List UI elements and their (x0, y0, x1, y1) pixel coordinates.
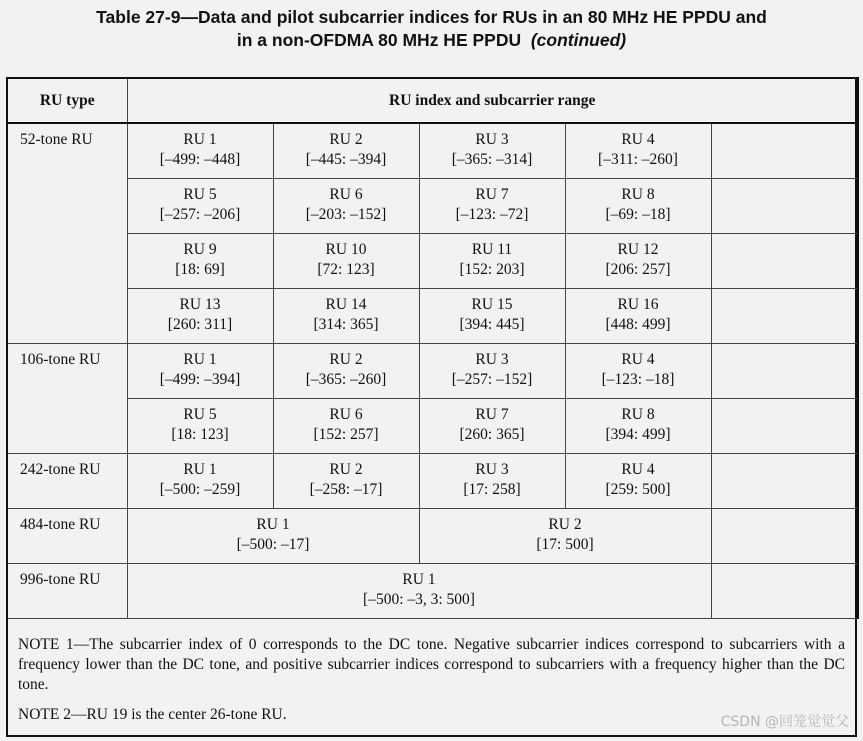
ru-range: [394: 445] (459, 315, 525, 333)
ru-name: RU 2 (329, 350, 363, 368)
table-row (7, 508, 858, 563)
header-ru-index: RU index and subcarrier range (127, 78, 858, 123)
ru-cell (127, 178, 273, 233)
empty-cell (711, 343, 858, 398)
ru-name: RU 2 (548, 515, 582, 533)
ru-name: RU 8 (621, 185, 655, 203)
caption-line-2-text: in a non-OFDMA 80 MHz HE PPDU (236, 30, 522, 50)
ru-type-cell: 996-tone RU (7, 563, 127, 618)
ru-cell (127, 123, 273, 178)
ru-range: [72: 123] (317, 260, 375, 278)
ru-range: [–123: –72] (455, 205, 529, 223)
header-row (7, 78, 858, 123)
ru-cell (419, 453, 565, 508)
table-row (7, 453, 858, 508)
ru-name: RU 1 (256, 515, 290, 533)
ru-cell (565, 233, 711, 288)
ru-cell (127, 343, 273, 398)
table-row (7, 123, 858, 178)
ru-name: RU 14 (325, 295, 367, 313)
ru-cell (419, 178, 565, 233)
table-row (7, 233, 858, 288)
ru-range: [314: 365] (313, 315, 379, 333)
ru-name: RU 1 (183, 460, 217, 478)
ru-range: [152: 257] (313, 425, 379, 443)
ru-name: RU 13 (179, 295, 221, 313)
ru-name: RU 15 (471, 295, 513, 313)
empty-cell (711, 233, 858, 288)
ru-range: [17: 500] (536, 535, 594, 553)
ru-cell (127, 453, 273, 508)
ru-cell (127, 288, 273, 343)
ru-name: RU 1 (183, 131, 217, 148)
ru-range: [18: 123] (171, 425, 229, 443)
ru-cell (565, 288, 711, 343)
table-row (7, 398, 858, 453)
ru-range: [448: 499] (605, 315, 671, 333)
ru-type-cell: 52-tone RU (7, 123, 127, 343)
ru-cell (565, 453, 711, 508)
ru-cell (273, 343, 419, 398)
ru-cell (419, 123, 565, 178)
table-row (7, 563, 858, 618)
ru-range: [17: 258] (463, 480, 521, 498)
ru-cell (565, 123, 711, 178)
caption-line-1: Table 27-9—Data and pilot subcarrier indices for RUs in an 80 MHz HE PPDU and (96, 7, 767, 27)
ru-cell (419, 288, 565, 343)
ru-name: RU 1 (402, 570, 436, 588)
empty-cell (711, 508, 858, 563)
ru-name: RU 3 (475, 350, 509, 368)
caption-line-2 (0, 29, 863, 52)
ru-range: [–445: –394] (305, 151, 387, 168)
ru-name: RU 10 (325, 240, 367, 258)
ru-cell (127, 508, 419, 563)
ru-cell (127, 563, 711, 618)
ru-name: RU 5 (183, 185, 217, 203)
ru-cell (127, 233, 273, 288)
watermark: CSDN @回笼觉觉父 (720, 714, 849, 730)
table-row (7, 288, 858, 343)
ru-range: [259: 500] (605, 480, 671, 498)
ru-range: [–500: –17] (236, 535, 310, 553)
ru-range: [–257: –206] (159, 205, 241, 223)
ru-range: [–499: –394] (159, 370, 241, 388)
ru-name: RU 4 (621, 350, 655, 368)
empty-cell (711, 288, 858, 343)
ru-type-cell: 484-tone RU (7, 508, 127, 563)
ru-range: [–365: –314] (451, 151, 533, 168)
note-2: NOTE 2—RU 19 is the center 26-tone RU. (18, 706, 287, 723)
ru-name: RU 4 (621, 131, 655, 148)
header-ru-type: RU type (7, 78, 127, 123)
ru-name: RU 12 (617, 240, 659, 258)
ru-range: [–203: –152] (305, 205, 387, 223)
ru-name: RU 9 (183, 240, 217, 258)
ru-name: RU 6 (329, 185, 363, 203)
ru-table (6, 77, 859, 619)
ru-range: [18: 69] (175, 260, 225, 278)
ru-range: [–69: –18] (605, 205, 671, 223)
ru-cell (565, 343, 711, 398)
empty-cell (711, 563, 858, 618)
ru-range: [–123: –18] (601, 370, 675, 388)
ru-name: RU 3 (475, 131, 509, 148)
ru-range: [–499: –448] (159, 151, 241, 168)
empty-cell (711, 398, 858, 453)
ru-name: RU 5 (183, 405, 217, 423)
caption-continued: (continued) (530, 30, 627, 50)
ru-cell (565, 178, 711, 233)
ru-type-cell: 242-tone RU (7, 453, 127, 508)
ru-range: [206: 257] (605, 260, 671, 278)
ru-cell (273, 123, 419, 178)
ru-range: [–365: –260] (305, 370, 387, 388)
empty-cell (711, 123, 858, 178)
ru-cell (273, 178, 419, 233)
ru-range: [260: 311] (167, 315, 233, 333)
ru-cell (273, 288, 419, 343)
table-row (7, 178, 858, 233)
ru-cell (127, 398, 273, 453)
ru-range: [260: 365] (459, 425, 525, 443)
ru-type-cell: 106-tone RU (7, 343, 127, 453)
ru-name: RU 16 (617, 295, 659, 313)
ru-cell (419, 233, 565, 288)
table-caption (0, 6, 863, 52)
ru-range: [394: 499] (605, 425, 671, 443)
ru-range: [–257: –152] (451, 370, 533, 388)
ru-name: RU 3 (475, 460, 509, 478)
ru-name: RU 1 (183, 350, 217, 368)
ru-cell (273, 398, 419, 453)
ru-name: RU 2 (329, 460, 363, 478)
empty-cell (711, 178, 858, 233)
ru-cell (273, 453, 419, 508)
ru-range: [152: 203] (459, 260, 525, 278)
ru-range: [–311: –260] (598, 151, 678, 168)
table-row (7, 343, 858, 398)
ru-cell (419, 343, 565, 398)
ru-name: RU 8 (621, 405, 655, 423)
ru-range: [–500: –3, 3: 500] (363, 590, 475, 608)
empty-cell (711, 453, 858, 508)
ru-name: RU 11 (471, 240, 513, 258)
ru-name: RU 7 (475, 185, 509, 203)
ru-cell (419, 508, 711, 563)
ru-range: [–258: –17] (309, 480, 383, 498)
ru-cell (419, 398, 565, 453)
ru-cell (565, 398, 711, 453)
ru-cell (273, 233, 419, 288)
ru-name: RU 4 (621, 460, 655, 478)
note-1: NOTE 1—The subcarrier index of 0 corresponds to the DC tone. Negative subcarrier indices correspond to subcarriers with a frequency lower than the DC tone, and positive subcarrier indices correspond to subcarriers with a frequency higher than the DC tone. (18, 636, 845, 693)
ru-range: [–500: –259] (159, 480, 241, 498)
ru-name: RU 6 (329, 405, 363, 423)
ru-name: RU 2 (329, 131, 363, 148)
ru-name: RU 7 (475, 405, 509, 423)
